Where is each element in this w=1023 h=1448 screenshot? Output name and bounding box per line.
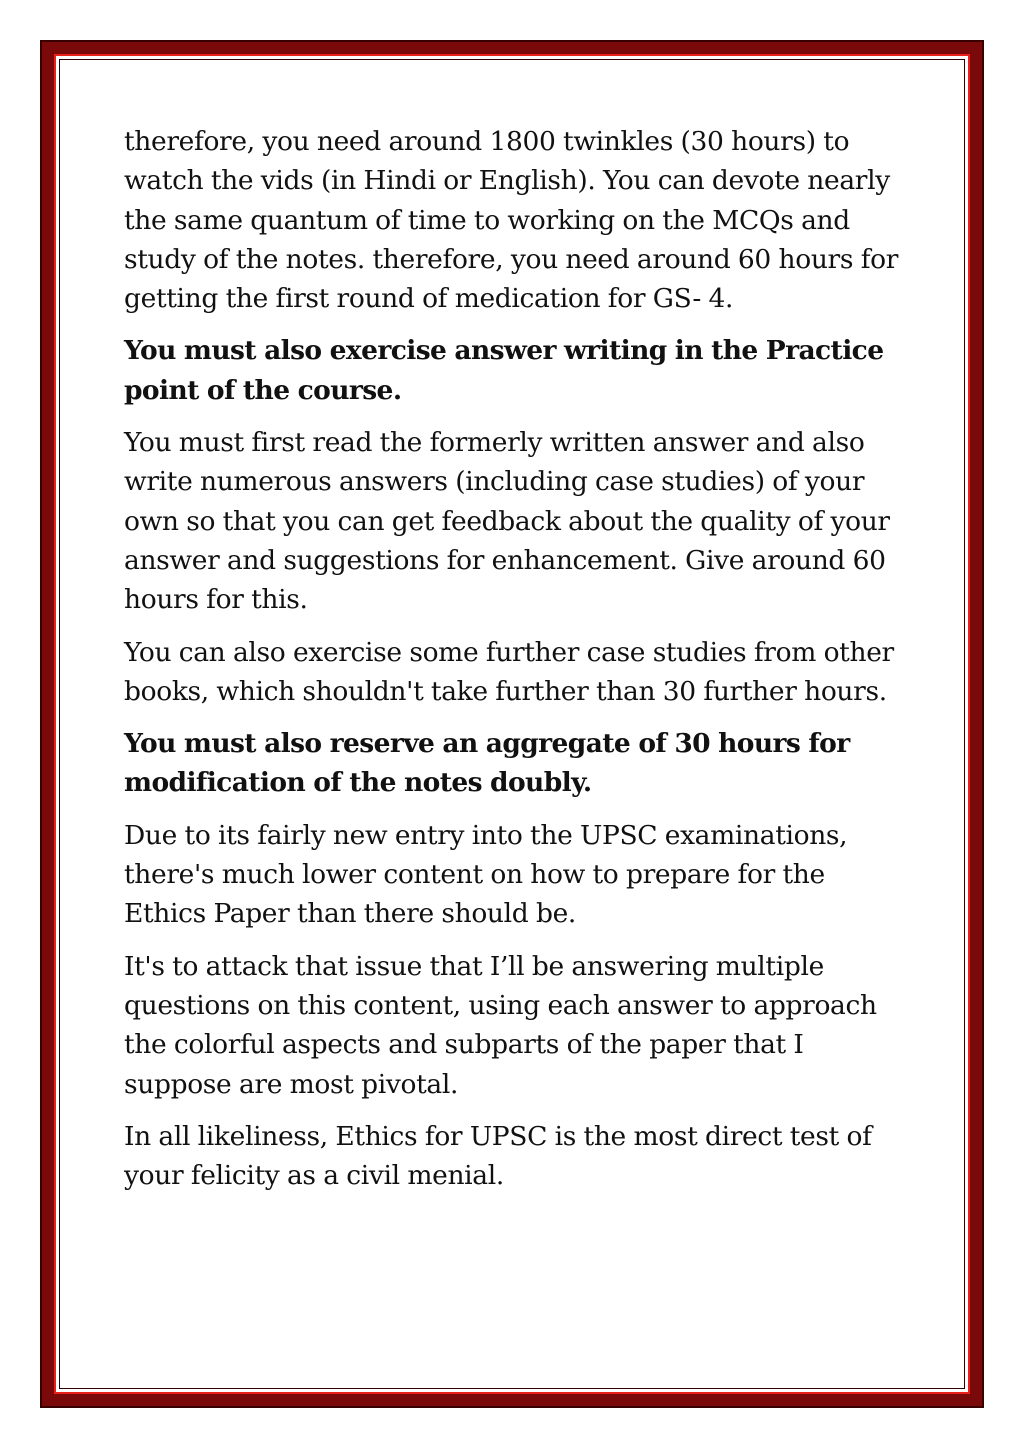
heading-revision-hours: You must also reserve an aggregate of 30 hours for modification of the notes doubly.	[124, 728, 850, 799]
heading-answer-writing: You must also exercise answer writing in the Practice point of the course.	[124, 335, 884, 406]
paragraph-multiple-questions: It's to attack that issue that I’ll be answering multiple questions on this content, using each answer to approach the colorful aspects and subparts of the paper that I suppose are most pivotal.	[124, 950, 877, 1100]
paragraph-answer-practice: You must first read the formerly written answer and also write numerous answers (including case studies) of your own so that you can get feedback about the quality of your answer and suggestions for enhancement. Give around 60 hours for this.	[124, 427, 890, 616]
document-body	[124, 122, 914, 1208]
paragraph-upsc-entry: Due to its fairly new entry into the UPSC examinations, there's much lower content on how to prepare for the Ethics Paper than there should be.	[124, 819, 848, 930]
paragraph-case-studies: You can also exercise some further case studies from other books, which shouldn't take further than 30 further hours.	[124, 636, 894, 707]
paragraph-video-hours: therefore, you need around 1800 twinkles (30 hours) to watch the vids (in Hindi or English). You can devote nearly the same quantum of time to working on the MCQs and study of the notes. therefore, you need around 60 hours for getting the first round of medication for GS- 4.	[124, 126, 899, 315]
paragraph-ethics-test: In all likeliness, Ethics for UPSC is the most direct test of your felicity as a civil menial.	[124, 1120, 872, 1192]
